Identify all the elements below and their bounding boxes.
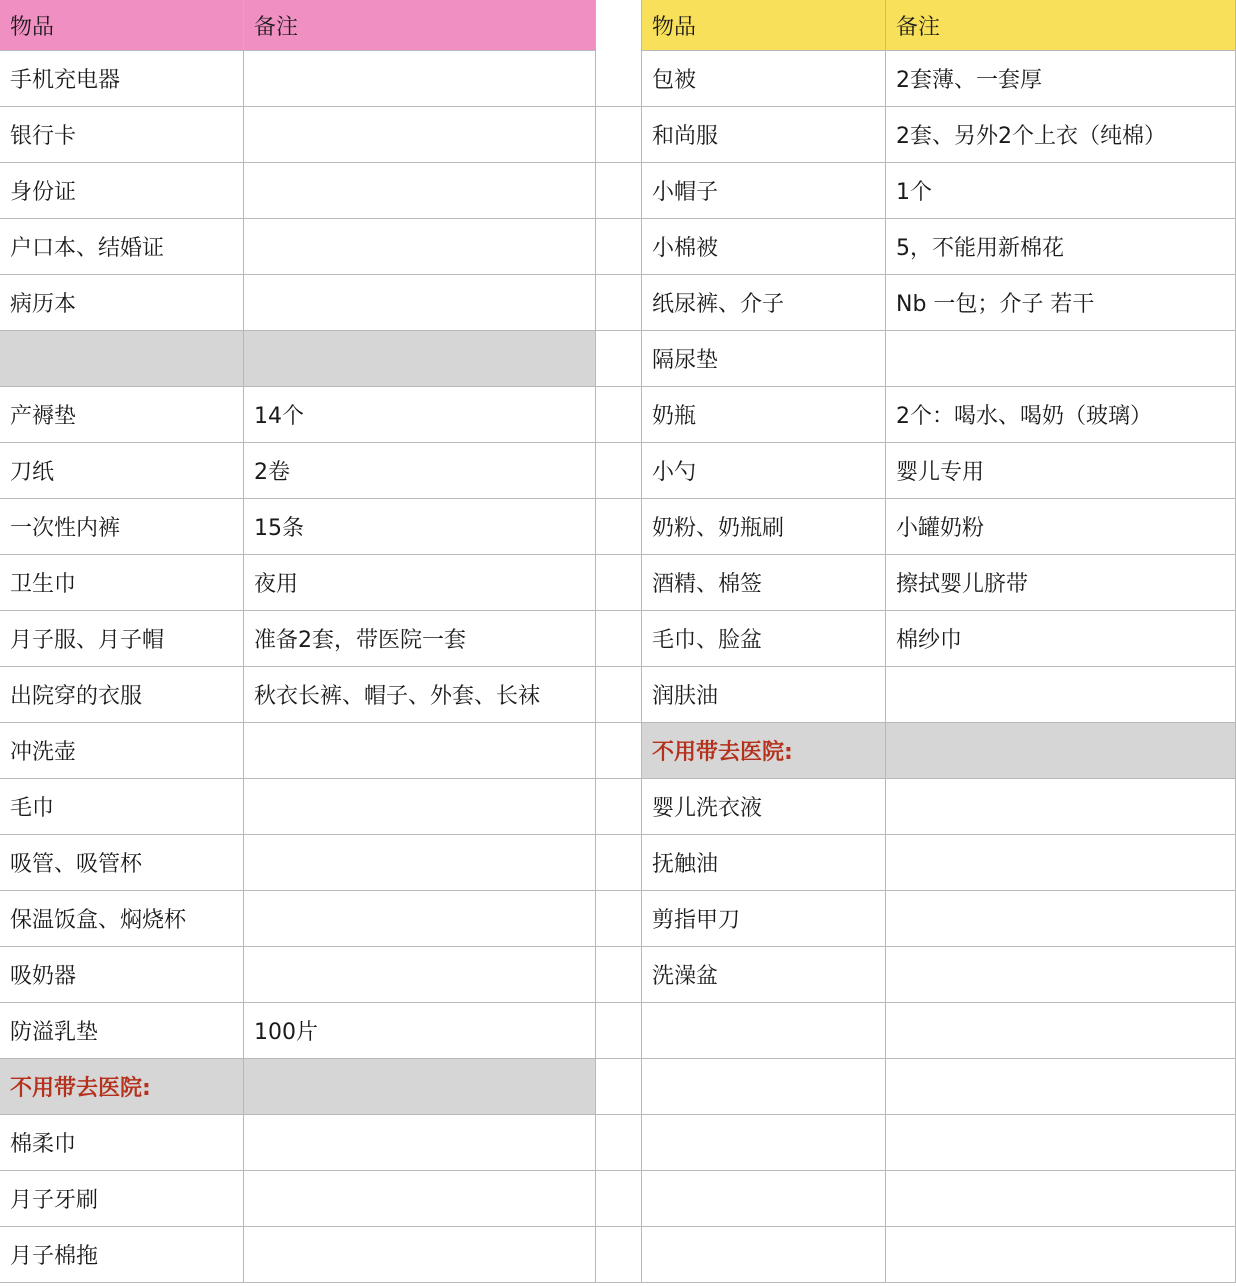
right-table-row	[641, 611, 1236, 667]
item-cell[interactable]: 保温饭盒、焖烧杯	[0, 891, 244, 946]
item-cell[interactable]: 酒精、棉签	[641, 555, 886, 610]
item-cell[interactable]: 润肤油	[641, 667, 886, 722]
right-table-row	[641, 667, 1236, 723]
item-cell[interactable]: 纸尿裤、介子	[641, 275, 886, 330]
item-cell[interactable]: 一次性内裤	[0, 499, 244, 554]
right-table-row	[641, 163, 1236, 219]
note-cell[interactable]: 2个：喝水、喝奶（玻璃）	[886, 387, 1236, 442]
right-table-row	[641, 499, 1236, 555]
item-cell[interactable]: 银行卡	[0, 107, 244, 162]
note-cell[interactable]: 婴儿专用	[886, 443, 1236, 498]
left-table-row	[0, 51, 596, 107]
left-table-row	[0, 779, 596, 835]
note-cell[interactable]	[244, 835, 596, 890]
note-cell[interactable]	[886, 667, 1236, 722]
left-table-row	[0, 891, 596, 947]
note-cell[interactable]	[244, 275, 596, 330]
item-cell[interactable]: 刀纸	[0, 443, 244, 498]
note-cell[interactable]: Nb 一包；介子 若干	[886, 275, 1236, 330]
right-table-row	[641, 891, 1236, 947]
note-cell[interactable]: 2卷	[244, 443, 596, 498]
note-cell[interactable]	[244, 331, 596, 386]
item-cell[interactable]	[641, 1003, 886, 1058]
note-cell[interactable]	[886, 1059, 1236, 1114]
note-cell[interactable]	[886, 1171, 1236, 1226]
note-cell[interactable]	[886, 891, 1236, 946]
item-cell[interactable]: 月子棉拖	[0, 1227, 244, 1282]
note-cell[interactable]: 2套、另外2个上衣（纯棉）	[886, 107, 1236, 162]
left-table-row	[0, 555, 596, 611]
item-cell[interactable]: 不用带去医院:	[641, 723, 886, 778]
item-cell[interactable]: 冲洗壶	[0, 723, 244, 778]
note-cell[interactable]: 擦拭婴儿脐带	[886, 555, 1236, 610]
item-cell[interactable]: 户口本、结婚证	[0, 219, 244, 274]
right-table-row	[641, 947, 1236, 1003]
right-table-row	[641, 1003, 1236, 1059]
right-header-row	[641, 0, 1236, 51]
item-cell[interactable]: 病历本	[0, 275, 244, 330]
note-cell[interactable]: 1个	[886, 163, 1236, 218]
left-table-row	[0, 1003, 596, 1059]
note-cell[interactable]	[244, 723, 596, 778]
item-cell[interactable]: 出院穿的衣服	[0, 667, 244, 722]
item-cell[interactable]: 毛巾、脸盆	[641, 611, 886, 666]
item-cell[interactable]	[641, 1171, 886, 1226]
left-table-row	[0, 667, 596, 723]
note-cell[interactable]	[244, 891, 596, 946]
note-cell[interactable]	[886, 723, 1236, 778]
note-cell[interactable]: 准备2套，带医院一套	[244, 611, 596, 666]
note-cell[interactable]: 夜用	[244, 555, 596, 610]
item-cell[interactable]: 奶瓶	[641, 387, 886, 442]
item-cell[interactable]: 婴儿洗衣液	[641, 779, 886, 834]
note-cell[interactable]: 棉纱巾	[886, 611, 1236, 666]
left-table-row	[0, 947, 596, 1003]
note-cell[interactable]: 15条	[244, 499, 596, 554]
note-cell[interactable]	[244, 1171, 596, 1226]
header-cell-item[interactable]: 物品	[0, 0, 244, 50]
left-table-row	[0, 499, 596, 555]
left-table-row	[0, 1171, 596, 1227]
right-table-row	[641, 51, 1236, 107]
left-table-row	[0, 275, 596, 331]
note-cell[interactable]: 100片	[244, 1003, 596, 1058]
item-cell[interactable]: 小帽子	[641, 163, 886, 218]
right-table-row	[641, 331, 1236, 387]
header-cell-note[interactable]: 备注	[886, 0, 1236, 50]
item-cell[interactable]: 小勺	[641, 443, 886, 498]
note-cell[interactable]: 14个	[244, 387, 596, 442]
item-cell[interactable]: 棉柔巾	[0, 1115, 244, 1170]
note-cell[interactable]	[244, 107, 596, 162]
left-table-row	[0, 611, 596, 667]
right-table-row	[641, 1059, 1236, 1115]
item-cell[interactable]: 月子牙刷	[0, 1171, 244, 1226]
right-table-row	[641, 723, 1236, 779]
note-cell[interactable]	[886, 1115, 1236, 1170]
right-table-row	[641, 1227, 1236, 1283]
note-cell[interactable]	[244, 51, 596, 106]
item-cell[interactable]: 不用带去医院:	[0, 1059, 244, 1114]
note-cell[interactable]	[886, 779, 1236, 834]
note-cell[interactable]	[886, 835, 1236, 890]
note-cell[interactable]	[244, 1227, 596, 1282]
item-cell[interactable]: 剪指甲刀	[641, 891, 886, 946]
item-cell[interactable]: 卫生巾	[0, 555, 244, 610]
note-cell[interactable]: 2套薄、一套厚	[886, 51, 1236, 106]
item-cell[interactable]	[641, 1227, 886, 1282]
item-cell[interactable]: 和尚服	[641, 107, 886, 162]
right-table-row	[641, 443, 1236, 499]
note-cell[interactable]	[244, 947, 596, 1002]
item-cell[interactable]: 小棉被	[641, 219, 886, 274]
item-cell[interactable]	[0, 331, 244, 386]
item-cell[interactable]: 月子服、月子帽	[0, 611, 244, 666]
left-table	[0, 0, 596, 1283]
note-cell[interactable]	[244, 163, 596, 218]
note-cell[interactable]	[886, 331, 1236, 386]
item-cell[interactable]: 洗澡盆	[641, 947, 886, 1002]
note-cell[interactable]: 秋衣长裤、帽子、外套、长袜	[244, 667, 596, 722]
note-cell[interactable]	[886, 947, 1236, 1002]
note-cell[interactable]	[244, 779, 596, 834]
left-table-row	[0, 443, 596, 499]
right-table-row	[641, 275, 1236, 331]
note-cell[interactable]: 5，不能用新棉花	[886, 219, 1236, 274]
header-cell-note[interactable]: 备注	[244, 0, 596, 50]
right-table-row	[641, 835, 1236, 891]
left-table-row	[0, 723, 596, 779]
left-table-row	[0, 387, 596, 443]
right-table-row	[641, 107, 1236, 163]
spacer-column	[596, 0, 641, 1286]
left-table-row	[0, 1227, 596, 1283]
note-cell[interactable]	[244, 219, 596, 274]
item-cell[interactable]: 抚触油	[641, 835, 886, 890]
right-table-row	[641, 387, 1236, 443]
right-table	[641, 0, 1236, 1283]
item-cell[interactable]: 吸奶器	[0, 947, 244, 1002]
note-cell[interactable]	[244, 1115, 596, 1170]
left-table-row	[0, 107, 596, 163]
right-table-row	[641, 1171, 1236, 1227]
note-cell[interactable]	[886, 1003, 1236, 1058]
item-cell[interactable]: 隔尿垫	[641, 331, 886, 386]
left-table-row	[0, 835, 596, 891]
left-header-row	[0, 0, 596, 51]
left-table-row	[0, 219, 596, 275]
note-cell[interactable]	[886, 1227, 1236, 1282]
left-table-row	[0, 163, 596, 219]
item-cell[interactable]: 防溢乳垫	[0, 1003, 244, 1058]
left-table-row	[0, 1059, 596, 1115]
item-cell[interactable]: 毛巾	[0, 779, 244, 834]
header-cell-item[interactable]: 物品	[641, 0, 886, 50]
item-cell[interactable]: 身份证	[0, 163, 244, 218]
item-cell[interactable]	[641, 1115, 886, 1170]
item-cell[interactable]: 吸管、吸管杯	[0, 835, 244, 890]
item-cell[interactable]	[641, 1059, 886, 1114]
item-cell[interactable]: 奶粉、奶瓶刷	[641, 499, 886, 554]
left-table-row	[0, 1115, 596, 1171]
note-cell[interactable]: 小罐奶粉	[886, 499, 1236, 554]
right-table-row	[641, 1115, 1236, 1171]
right-table-row	[641, 219, 1236, 275]
right-table-row	[641, 555, 1236, 611]
item-cell[interactable]: 产褥垫	[0, 387, 244, 442]
left-table-row	[0, 331, 596, 387]
item-cell[interactable]: 手机充电器	[0, 51, 244, 106]
item-cell[interactable]: 包被	[641, 51, 886, 106]
right-table-row	[641, 779, 1236, 835]
note-cell[interactable]	[244, 1059, 596, 1114]
